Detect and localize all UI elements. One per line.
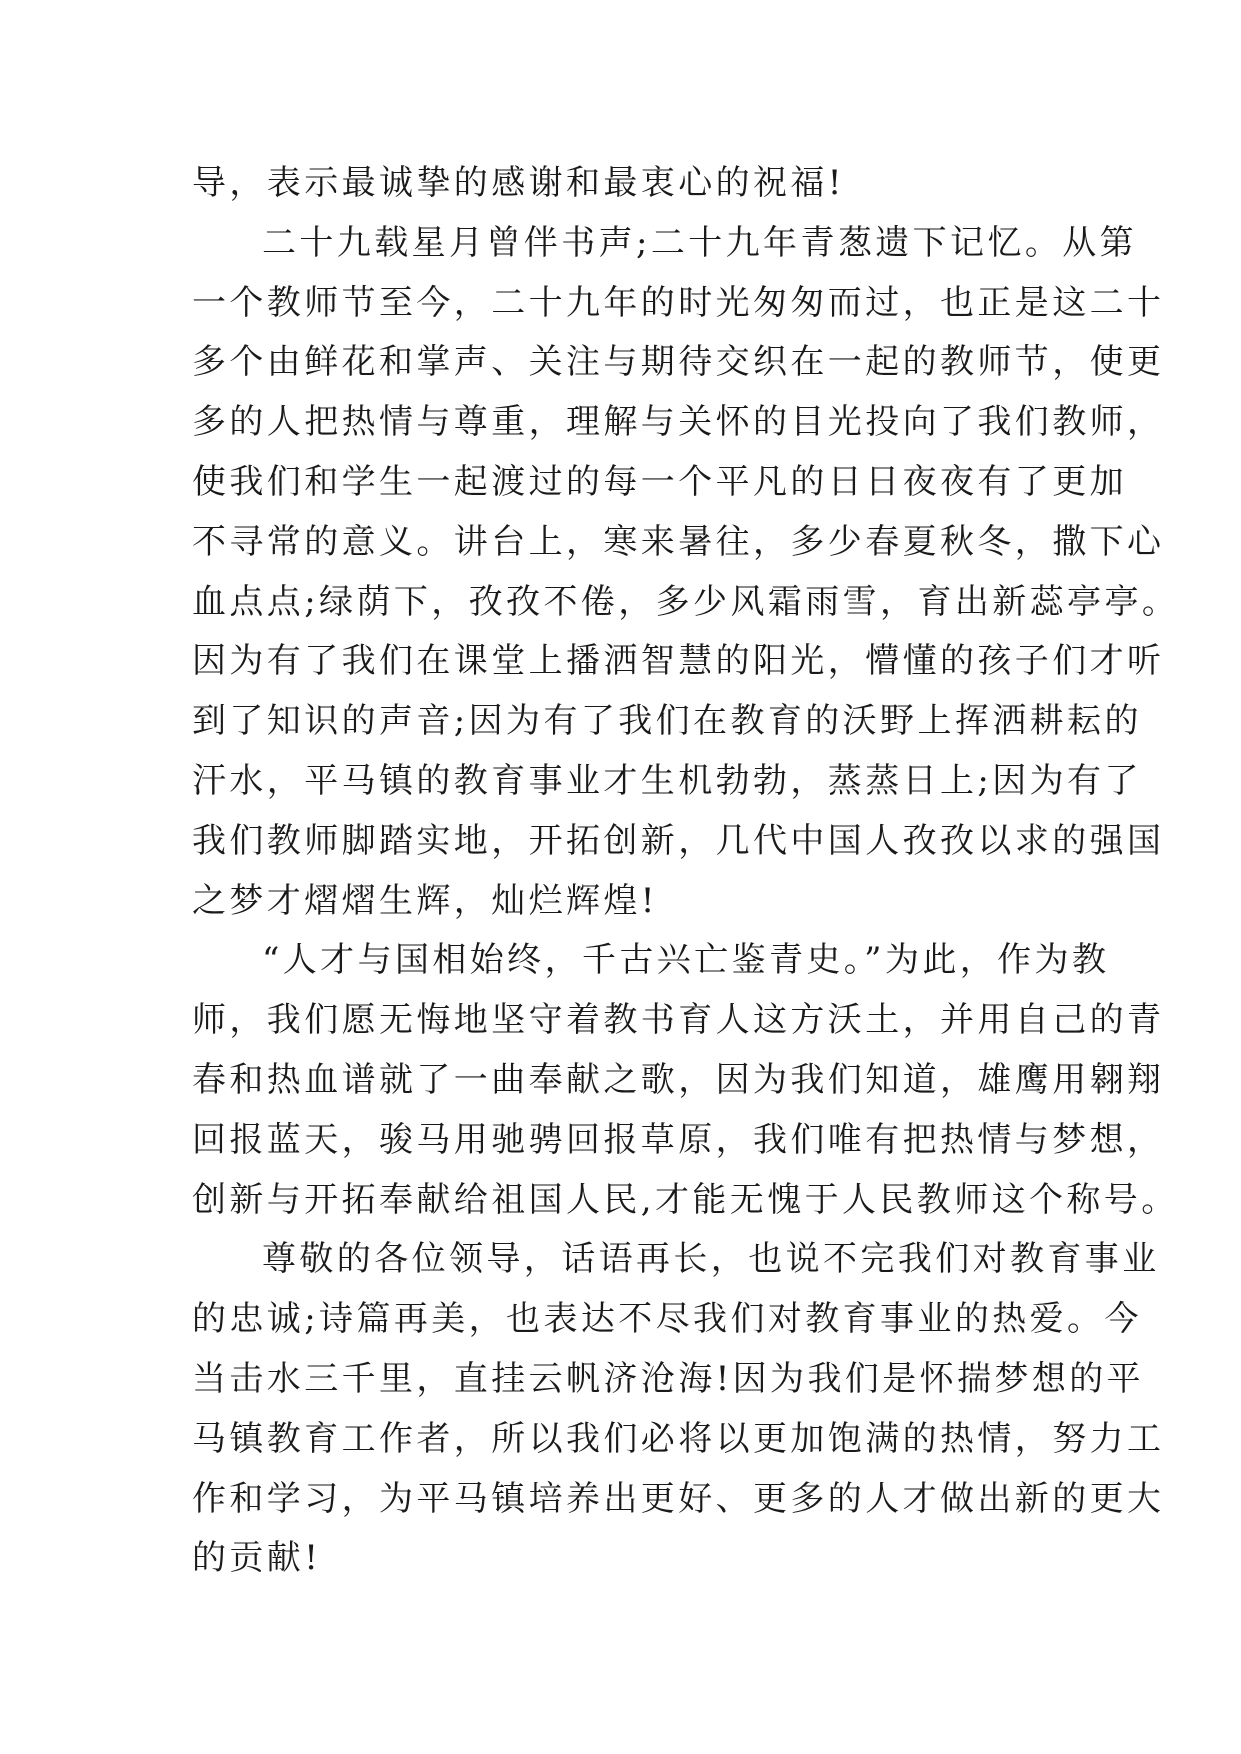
document-body [192,154,1180,1589]
text-line: 导，表示最诚挚的感谢和最衷心的祝福! [192,163,845,203]
text-line: 的贡献! [192,1538,322,1579]
text-line: 回报蓝天，骏马用驰骋回报草原，我们唯有把热情与梦想， [192,1119,1165,1160]
text-line: 汗水，平马镇的教育事业才生机勃勃，蒸蒸日上;因为有了 [192,760,1142,801]
text-line: “人才与国相始终，千古兴亡鉴青史。”为此，作为教 [262,940,1110,981]
text-line: 二十九载星月曾伴书声;二十九年青葱遗下记忆。从第 [262,222,1138,263]
text-line: 马镇教育工作者，所以我们必将以更加饱满的热情，努力工 [192,1418,1165,1459]
text-line: 使我们和学生一起渡过的每一个平凡的日日夜夜有了更加 [192,461,1127,502]
text-line: 一个教师节至今，二十九年的时光匆匆而过，也正是这二十 [192,282,1165,323]
text-line: 多的人把热情与尊重，理解与关怀的目光投向了我们教师， [192,402,1165,443]
text-line: 因为有了我们在课堂上播洒智慧的阳光，懵懂的孩子们才听 [192,641,1165,682]
text-line: 创新与开拓奉献给祖国人民,才能无愧于人民教师这个称号。 [192,1179,1179,1220]
text-line: 到了知识的声音;因为有了我们在教育的沃野上挥洒耕耘的 [192,701,1142,742]
text-line: 作和学习，为平马镇培养出更好、更多的人才做出新的更大 [192,1478,1165,1519]
text-line: 当击水三千里，直挂云帆济沧海!因为我们是怀揣梦想的平 [192,1358,1145,1399]
text-line: 的忠诚;诗篇再美，也表达不尽我们对教育事业的热爱。今 [192,1299,1142,1340]
text-line: 尊敬的各位领导，话语再长，也说不完我们对教育事业 [262,1239,1160,1280]
text-line: 师，我们愿无悔地坚守着教书育人这方沃土，并用自己的青 [192,1000,1165,1041]
text-line: 我们教师脚踏实地，开拓创新，几代中国人孜孜以求的强国 [192,820,1165,861]
text-line: 血点点;绿荫下，孜孜不倦，多少风霜雨雪，育出新蕊亭亭。 [192,581,1180,622]
text-line: 春和热血谱就了一曲奉献之歌，因为我们知道，雄鹰用翱翔 [192,1059,1165,1100]
text-line: 不寻常的意义。讲台上，寒来暑往，多少春夏秋冬，撒下心 [192,521,1165,562]
text-line: 之梦才熠熠生辉，灿烂辉煌! [192,880,658,921]
text-line: 多个由鲜花和掌声、关注与期待交织在一起的教师节，使更 [192,342,1165,383]
